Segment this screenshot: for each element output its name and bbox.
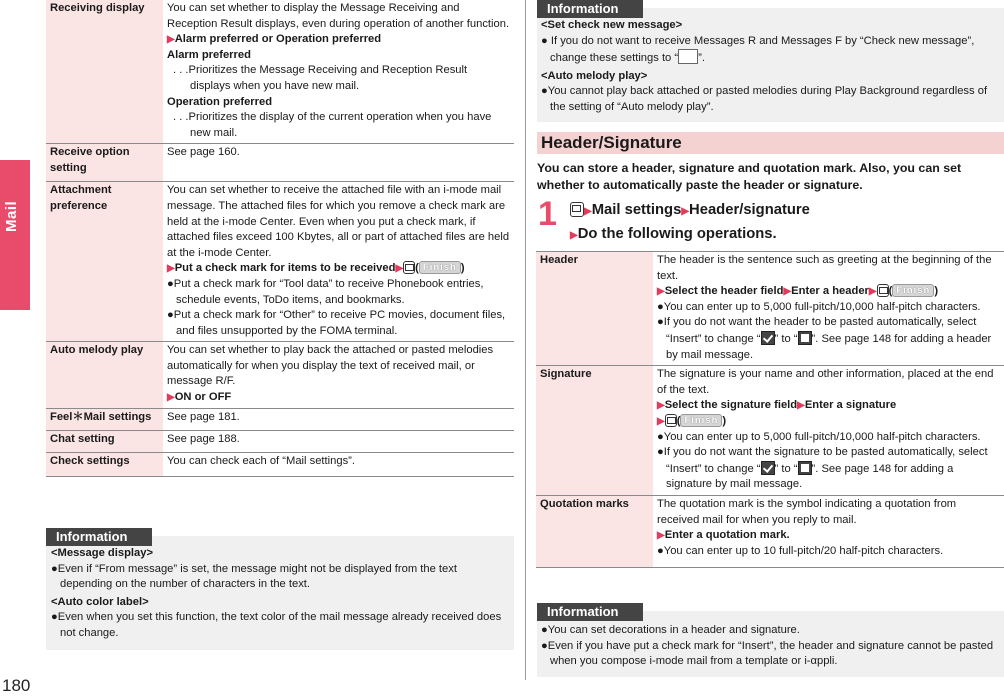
row-label: Signature [536,366,653,496]
bullet-text: Even when you set this function, the text color of the mail message already received does not change. [57,611,502,639]
action-line [657,398,1000,414]
bullet-text: Even if “From message” is set, the message might not be displayed from the text depending on the number of characters in the text. [57,562,457,591]
action-line: ▶Put a check mark for items to be received▶ ( Finish ) [167,262,465,275]
mail-key-icon [570,202,584,217]
mail-key-icon [665,414,677,427]
action-text: Enter a header [791,285,869,298]
arrow-icon: ▶ [681,206,690,217]
info-heading: Information [537,603,643,621]
bullet: ●If you do not want the header to be pasted automatically, select “Insert” to change “ ” to “ ”. See page 148 for adding a header by mail message. [657,316,992,361]
row-label: Receive option setting [46,144,163,182]
action-text: ON or OFF [174,391,232,404]
checked-box-icon [761,461,775,475]
bullet-text: You can enter up to 10 full-pitch/20 half-pitch characters. [663,544,944,557]
arrow-icon: ▶ [584,206,592,217]
action-text: Enter a signature [804,399,897,412]
action-line: ▶Select the header field▶Enter a header▶ ( Finish ) [657,285,939,298]
bullet-text: ” to “ [774,462,798,475]
desc-text: You can set whether to display the Message Receiving and Reception Result displays, even during operation of another function. [167,2,510,30]
action-text: Select the signature field [664,399,798,412]
section-intro: You can store a header, signature and quotation mark. Also, you can set whether to automatically paste the header or signature. [537,161,962,192]
desc-text: The signature is your name and other information, placed at the end of the text. [657,368,994,396]
bullet-text: You can set decorations in a header and signature. [547,624,800,636]
info-subheading: <Auto color label> [51,595,149,608]
bullet-text: You can enter up to 5,000 full-pitch/10,000 half-pitch characters. [663,300,981,313]
option-desc: . . .Prioritizes the Message Receiving and Reception Result displays when you have new mail. [173,64,468,92]
option-desc: . . .Prioritizes the display of the current operation when you have new mail. [173,111,492,139]
row-desc [163,0,514,144]
row-label: Feel＊Mail settings [46,408,163,430]
bullet-text: If you do not want the signature to be pasted automatically, select “Insert” to change “ [663,446,988,475]
row-desc: See page 188. [163,430,514,452]
row-label: Attachment preference [46,182,163,342]
action-text: Enter a quotation mark. [664,529,790,542]
checked-box-icon [761,331,775,345]
finish-softkey-icon: Finish [680,414,722,427]
action-line [167,32,510,48]
bullet: ●You can set decorations in a header and signature. [541,624,800,636]
unchecked-box-icon [798,461,812,475]
option-title: Operation preferred [167,95,273,108]
bullet-text: Put a check mark for “Other” to receive PC movies, document files, and files unsupported by the FOMA terminal. [173,309,506,337]
info-body [541,18,1001,116]
step-text: Header/signature [689,202,810,218]
arrow-icon: ▶ [783,286,792,298]
action-text: Alarm preferred or Operation preferred [174,33,382,46]
table-row [46,408,514,430]
mail-key-icon [877,284,889,297]
page-number: 180 [2,676,31,695]
arrow-icon: ▶ [657,415,665,427]
arrow-icon: ▶ [570,230,578,241]
bullet: ●Even when you set this function, the text color of the mail message already received does not change. [51,611,502,639]
row-label: Quotation marks [536,495,653,567]
bullet: ●Put a check mark for “Tool data” to receive Phonebook entries, schedule events, ToDo items, and bookmarks. [167,277,484,306]
row-desc [653,366,1004,496]
desc-text: The header is the sentence such as greeting at the beginning of the text. [657,254,992,282]
info-heading: Information [46,528,152,546]
table-row [46,182,514,342]
table-row [46,144,514,182]
arrow-icon: ▶ [868,286,877,298]
bullet-text: ”. See page 148 for adding a signature by mail message. [666,462,954,491]
settings-table [46,0,514,477]
finish-softkey-icon: Finish [892,284,934,297]
bullet-text: You can enter up to 5,000 full-pitch/10,000 half-pitch characters. [663,430,981,443]
info-heading: Information [537,0,643,18]
row-desc [653,495,1004,567]
bullet: ●If you do not want the signature to be pasted automatically, select “Insert” to change “ ” to “ ”. See page 148 for adding a signature by mail message. [657,446,988,491]
row-label: Header [536,252,653,366]
row-label: Check settings [46,452,163,476]
table-row [536,495,1004,567]
row-label: Auto melody play [46,342,163,408]
bullet: ●Even if “From message” is set, the message might not be displayed from the text depending on the number of characters in the text. [51,562,457,591]
row-desc [163,342,514,408]
bullet: ●You cannot play back attached or pasted melodies during Play Background regardless of the setting of “Auto melody play”. [541,85,988,113]
table-row [536,252,1004,366]
option-title: Alarm preferred [167,48,251,61]
action-line: ▶ ( Finish ) [657,414,727,427]
info-subheading: <Message display> [51,547,153,559]
step-text: Do the following operations. [577,226,777,242]
arrow-icon: ▶ [657,530,665,542]
table-row [536,366,1004,496]
bullet: ●Even if you have put a check mark for “Insert”, the header and signature cannot be pasted when you compose i-mode mail from a template or i-αppli. [541,639,994,668]
unchecked-box-icon [798,331,812,345]
info-subheading: <Set check new message> [541,19,683,31]
bullet-text: ” to “ [774,332,798,345]
table-row [46,0,514,144]
step-text: Mail settings [591,202,682,218]
desc-text: The quotation mark is the symbol indicating a quotation from received mail for when you reply to mail. [657,497,957,526]
info-subheading: <Auto melody play> [541,69,648,82]
action-line [657,528,1000,544]
step-line [570,223,810,247]
section-title: Header/Signature [537,132,1004,154]
arrow-icon: ▶ [395,263,404,275]
arrow-icon: ▶ [167,392,175,404]
bullet-text: If you do not want to receive Messages R and Messages F by “Check new message”, change these settings to “ [550,34,975,65]
step-line [570,199,810,223]
row-label: Receiving display [46,0,163,144]
desc-text: You can set whether to receive the attached file with an i-mode mail message. The attached files for which you remove a check mark are held at the i-mode Center. Even when you put a check mark, if attached files exceed 100 Kbytes, all or part of attached files are held at the i-mode Center. [167,184,510,259]
step-number: 1 [538,195,557,233]
row-label: Chat setting [46,430,163,452]
row-desc [653,252,1004,366]
side-tab [0,160,30,310]
row-desc: See page 160. [163,144,514,182]
action-text: Select the header field [664,285,784,298]
empty-checkbox-icon [678,49,698,64]
row-desc: See page 181. [163,408,514,430]
header-signature-table [536,251,1004,568]
bullet-text: Put a check mark for “Tool data” to receive Phonebook entries, schedule events, ToDo items, and bookmarks. [173,277,484,306]
row-desc [163,182,514,342]
bullet: ●You can enter up to 5,000 full-pitch/10,000 half-pitch characters. [657,430,981,443]
bullet: ●Put a check mark for “Other” to receive PC movies, document files, and files unsupported by the FOMA terminal. [167,309,506,337]
bullet-text: You cannot play back attached or pasted melodies during Play Background regardless of the setting of “Auto melody play”. [547,85,988,113]
desc-text: You can set whether to play back the attached or pasted melodies automatically for when you display the text of received mail, or message R/F. [167,344,494,388]
table-row [46,430,514,452]
info-body [51,546,511,642]
arrow-icon: ▶ [167,263,175,275]
arrow-icon: ▶ [657,286,665,298]
mail-key-icon [403,261,415,274]
bullet-text: ”. [698,52,705,65]
arrow-icon: ▶ [657,400,665,412]
bullet: ●You can enter up to 5,000 full-pitch/10,000 half-pitch characters. [657,300,981,313]
bullet-text: If you do not want the header to be pasted automatically, select “Insert” to change “ [663,316,977,345]
step-instructions [570,199,810,247]
bullet: ● If you do not want to receive Messages R and Messages F by “Check new message”, change these settings to “ ”. [541,34,975,65]
table-row [46,452,514,476]
side-tab-label: Mail [3,200,20,232]
finish-softkey-icon: Finish [419,261,461,274]
info-body [541,623,1001,670]
action-line [167,390,510,406]
bullet: ●You can enter up to 10 full-pitch/20 half-pitch characters. [657,544,944,557]
arrow-icon: ▶ [167,34,175,46]
bullet-text: Even if you have put a check mark for “Insert”, the header and signature cannot be pasted when you compose i-mode mail from a template or i-αppli. [547,639,994,668]
arrow-icon: ▶ [797,400,805,412]
table-row [46,342,514,408]
row-desc: You can check each of “Mail settings”. [163,452,514,476]
bullet-text: ”. See page 148 for adding a header by mail message. [666,332,992,361]
action-text: Put a check mark for items to be received [174,262,396,275]
column-divider [525,0,526,680]
